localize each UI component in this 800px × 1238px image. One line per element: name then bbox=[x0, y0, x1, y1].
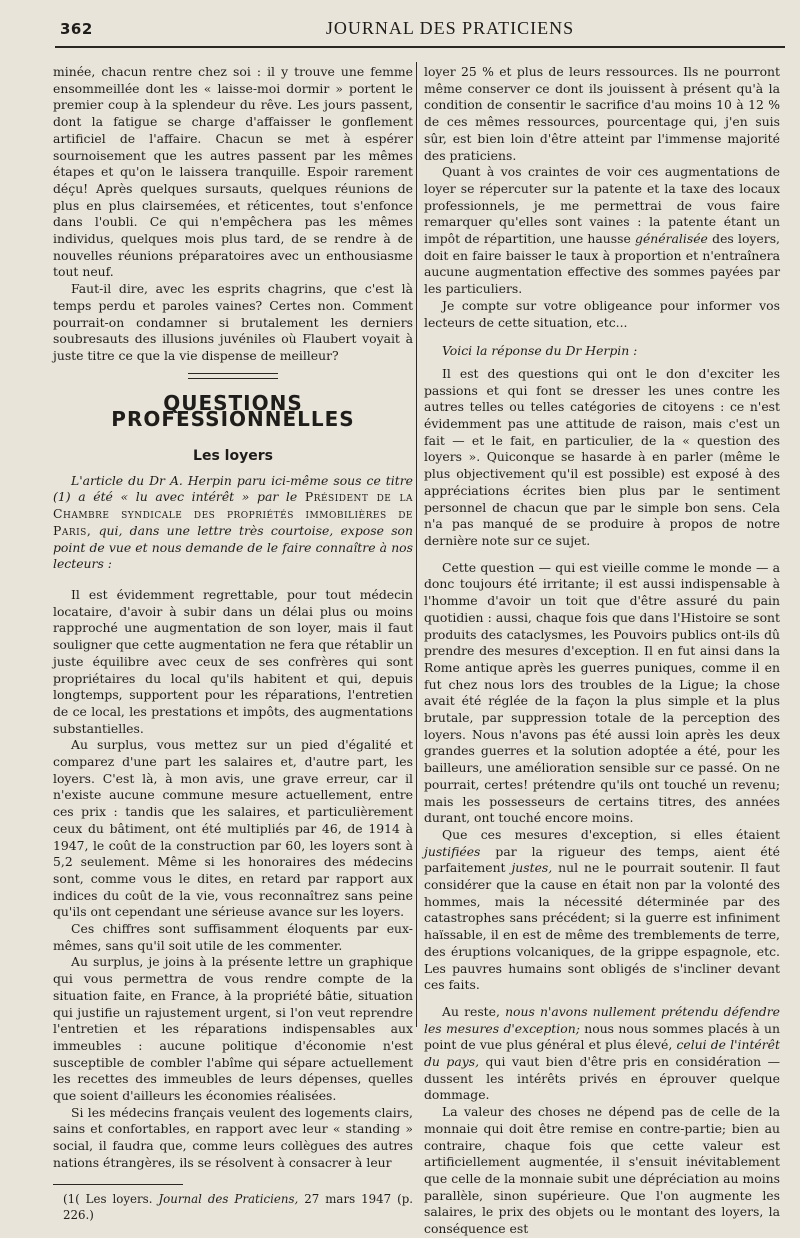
p2-text-a: Quant à vos craintes de voir ces augmentations de loyer se répercuter sur la patente et la taxe des locaux professionnels, je me permettrai de vous faire remarquer qu'elles sont vaines : la patente étant un impôt de répartition, une hausse bbox=[424, 164, 780, 247]
journal-title: JOURNAL DES PRATICIENS bbox=[325, 18, 575, 38]
right-paragraph-3: Je compte sur votre obligeance pour informer vos lecteurs de cette situation, etc... bbox=[424, 297, 780, 330]
footnote-rule bbox=[53, 1184, 183, 1185]
left-paragraph-2: Faut-il dire, avec les esprits chagrins, que c'est là temps perdu et paroles vaines? Certes non. Comment pourrait-on condamner si brutalement les derniers soubresauts des illusions juvéniles où Flaubert voyait à juste titre ce que la vie dispense de meilleur? bbox=[53, 281, 413, 363]
p2-emphasis: généralisée bbox=[635, 231, 708, 247]
section-divider bbox=[188, 373, 278, 379]
letter-paragraph-2: Au surplus, vous mettez sur un pied d'égalité et comparez d'une part les salaires et, d'autre part, les loyers. C'est là, à mon avis, une grave erreur, car il n'existe aucune commune mesure actuellement, entre ces prix : tandis que les salaires, et particulièrement ceux du bâtiment, ont été multipliés par 46, de 1914 à 1947, le coût de la construction par 60, les loyers sont à 5,2 seulement. Même si les honoraires des médecins sont, comme vous le dites, en retard par rapport aux indices du coût de la vie, vous reconnaîtrez sans peine qu'ils ont cependant une sérieuse avance sur les loyers. bbox=[53, 737, 413, 920]
p7-text-b: nous nous sommes placés à un point de vue plus général et plus élevé, bbox=[424, 1020, 780, 1053]
spacer bbox=[424, 550, 780, 560]
article-subheading: Les loyers bbox=[193, 448, 273, 465]
p7-text-c: qui vaut bien d'être pris en considération — dussent les intérêts privés en éprouver quelque dommage. bbox=[424, 1054, 780, 1103]
left-paragraph-1: minée, chacun rentre chez soi : il y trouve une femme ensommeillée dont les « laisse-moi dormir » portent le premier coup à la splendeur du rêve. Les jours passent, dont la fatigue se charge d'affaisser le gonflement artificiel de l'affaire. Chacun se met à espérer sournoisement que les autres passent par les mêmes étapes et qu'on le laissera tranquille. Espoir rarement déçu! Après quelques sursauts, quelques réunions de plus en plus clairsemées, et réticentes, tout s'enfonce dans l'oubli. Ce qui n'empêchera pas les mêmes individus, quelques mois plus tard, de se rendre à de nouvelles réunions préparatoires avec un enthousiasme tout neuf. bbox=[53, 64, 413, 280]
column-divider bbox=[416, 62, 417, 1027]
right-column bbox=[424, 64, 780, 1238]
intro-text-a: L'article du Dr A. Herpin paru ici-même sous ce titre (1) a été « lu avec intérêt » par le bbox=[53, 472, 413, 505]
header-rule bbox=[55, 46, 785, 48]
p6-text-c: nul ne le pourrait soutenir. Il faut considérer que la cause en était non par la volonté des hommes, mais la nécessité déterminée par des catastrophes sans précédent; si la guerre est infiniment haïssable, il en est de même des tremblements de terre, des éruptions volcaniques, de la grippe espagnole, etc. Les pauvres humains sont obligés de s'incliner devant ces faits. bbox=[424, 860, 780, 993]
p6-emphasis-1: justifiées bbox=[424, 843, 481, 859]
letter-paragraph-1: Il est évidemment regrettable, pour tout médecin locataire, d'avoir à subir dans un délai plus ou moins rapproché une augmentation de son loyer, mais il faut souligner que cette augmentation ne fera que rétablir un juste équilibre avec ceux de ses confrères qui sont propriétaires du local qu'ils habitent et qui, depuis longtemps, supportent pour les réparations, l'entretien de ce local, les prestations et impôts, des augmentations substantielles. bbox=[53, 586, 413, 736]
left-column bbox=[53, 64, 413, 1224]
p7-text-a: Au reste, bbox=[442, 1003, 506, 1019]
footnote-text-b: 27 mars 1947 (p. 226.) bbox=[63, 1191, 414, 1223]
section-title: QUESTIONS PROFESSIONNELLES bbox=[111, 390, 355, 432]
p6-text-a: Que ces mesures d'exception, si elles étaient bbox=[442, 826, 780, 842]
spacer bbox=[424, 994, 780, 1004]
letter-paragraph-5: Si les médecins français veulent des logements clairs, sains et confortables, en rapport avec leur « standing » social, il faudra que, comme leurs collègues des autres nations étrangères, ils se résolvent à consacrer à leur bbox=[53, 1104, 413, 1170]
letter-paragraph-4: Au surplus, je joins à la présente lettre un graphique qui vous permettra de vous rendre compte de la situation faite, en France, à la propriété bâtie, situation qui justifie un rajustement urgent, si l'on veut reprendre l'entretien et les réparations indispensables aux immeubles : aucune politique d'économie n'est susceptible de combler l'abîme qui sépare actuellement les recettes des immeubles de leurs dépenses, quelles que soient d'ailleurs les économies réalisées. bbox=[53, 954, 413, 1104]
footnote bbox=[53, 1191, 413, 1224]
right-paragraph-2 bbox=[424, 164, 780, 298]
spacer bbox=[424, 331, 780, 343]
reply-paragraph-4 bbox=[424, 1004, 780, 1104]
page-header bbox=[0, 0, 800, 52]
page-number: 362 bbox=[60, 20, 93, 38]
reply-paragraph-2: Cette question — qui est vieille comme le monde — a donc toujours été irritante; il est aussi indispensable à l'homme d'avoir un toit que d'être assuré du pain quotidien : aussi, chaque fois que dans l'Histoire se sont produits des cataclysmes, les Pouvoirs publics ont-ils dû prendre des mesures d'exception. Il en fut ainsi dans la Rome antique après les guerres puniques, comme il en fut chez nous lors des troubles de la Ligue; la chose avait été réglée de la façon la plus simple et la plus brutale, par suppression totale de la perception des loyers. Nous n'avons pas été aussi loin après les deux grandes guerres et la solution adoptée a été, pour les bailleurs, une amélioration sensible sur ce passé. On ne pourrait, certes! prétendre qu'ils ont touché un revenu; mais les possesseurs de certains titres, des années durant, ont touché encore moins. bbox=[424, 559, 780, 826]
p6-emphasis-2: justes, bbox=[511, 860, 553, 876]
reply-paragraph-1: Il est des questions qui ont le don d'exciter les passions et qui font se dresser les unes contre les autres telles ou telles catégories de citoyens : ce n'est évidemment pas une attitude de raison, mais c'est un fait — et le fait, en particulier, de la « question des loyers ». Quiconque se hasarde à en parler (même le plus objectivement qu'il est possible) est exposé à des appréciations écrites bien plus par le sentiment personnel de chacun que par le simple bon sens. Cela n'a pas manqué de se produire à propos de notre dernière note sur ce sujet. bbox=[424, 365, 780, 548]
intro-text-b: qui, dans une lettre très courtoise, expose son point de vue et nous demande de le faire connaître à nos lecteurs : bbox=[53, 522, 413, 572]
p2-text-b: des loyers, doit en faire baisser le taux à proportion et n'entraînera aucune augmentation effective des sommes payées par les particuliers. bbox=[424, 231, 780, 297]
footnote-text-a: (1( Les loyers. bbox=[63, 1191, 159, 1206]
reply-paragraph-5: La valeur des choses ne dépend pas de celle de la monnaie qui doit être remise en contre-partie; bien au contraire, chaque fois que cette valeur est artificiellement augmentée, il s'ensuit inévitablement que celle de la monnaie subit une dépréciation au moins parallèle, sinon supérieure. Que l'on augmente les salaires, le prix des objets ou le montant des loyers, la conséquence est bbox=[424, 1104, 780, 1237]
article-intro bbox=[53, 473, 413, 573]
right-paragraph-1: loyer 25 % et plus de leurs ressources. Ils ne pourront même conserver ce dont ils jouissent à présent qu'à la condition de consentir le sacrifice d'au moins 10 à 12 % de ces mêmes ressources, pourcentage qui, j'en suis sûr, est bien loin d'être atteint par l'immense majorité des praticiens. bbox=[424, 64, 780, 163]
reply-intro: Voici la réponse du Dr Herpin : bbox=[442, 343, 638, 359]
reply-paragraph-3 bbox=[424, 827, 780, 994]
letter-paragraph-3: Ces chiffres sont suffisamment éloquents par eux-mêmes, sans qu'il soit utile de les commenter. bbox=[53, 921, 413, 953]
p6-text-b: par la rigueur des temps, aient été parfaitement bbox=[424, 843, 780, 876]
p7-emphasis-2: celui de l'intérêt du pays, bbox=[424, 1037, 780, 1070]
p7-emphasis-1: nous n'avons nullement prétendu défendre les mesures d'exception; bbox=[424, 1003, 780, 1036]
intro-organization: Président de la Chambre syndicale des propriétés immobilières de Paris, bbox=[53, 489, 413, 538]
footnote-journal: Journal des Praticiens, bbox=[158, 1191, 299, 1206]
